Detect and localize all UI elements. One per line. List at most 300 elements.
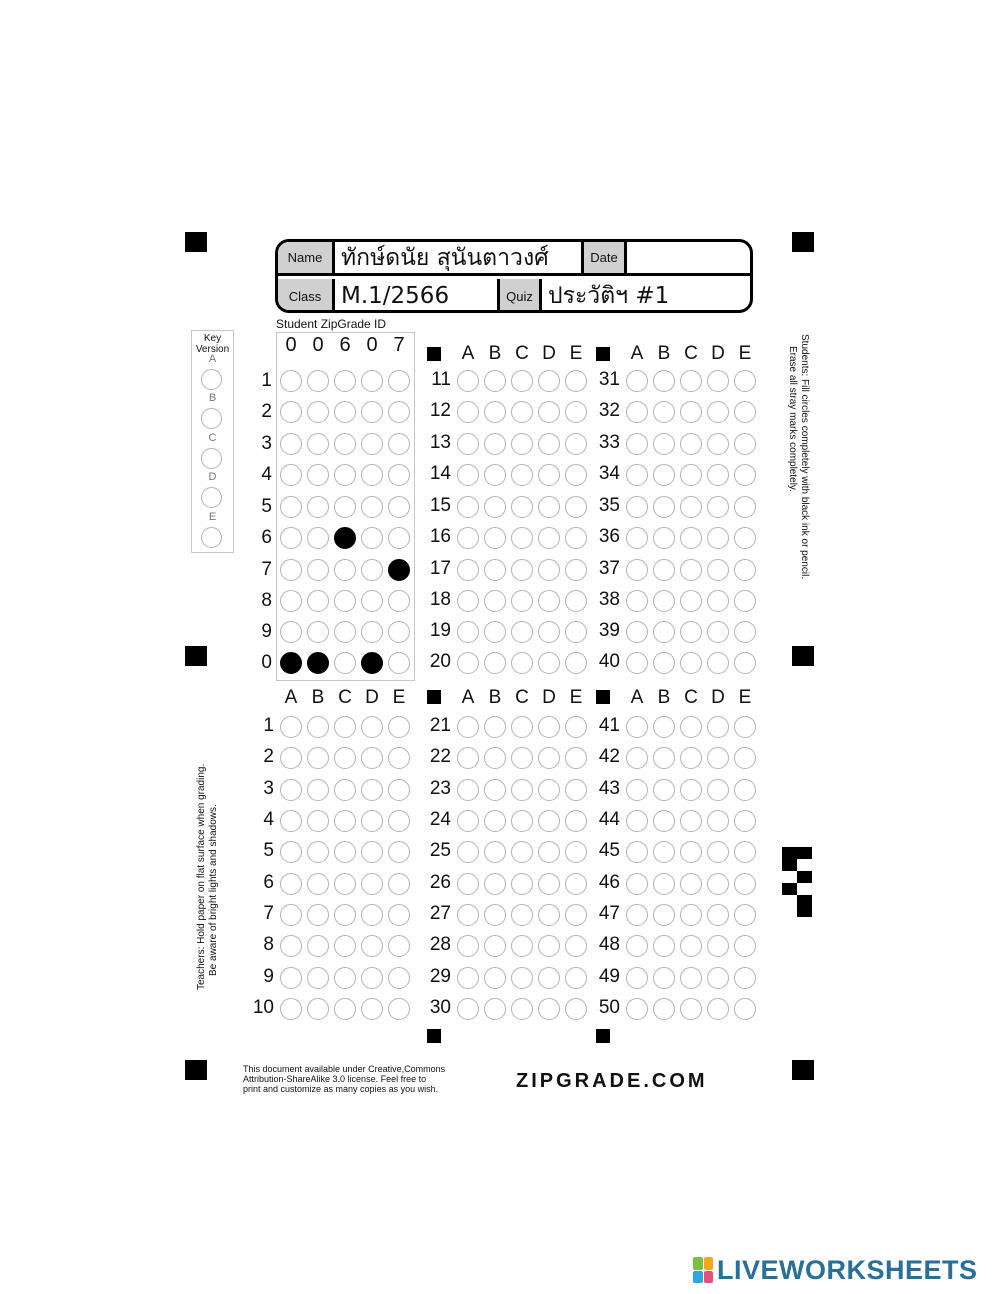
- id-bubble[interactable]: [280, 621, 302, 643]
- answer-bubble[interactable]: [307, 716, 329, 738]
- answer-bubble[interactable]: [734, 401, 756, 423]
- answer-bubble[interactable]: [484, 873, 506, 895]
- answer-bubble[interactable]: [680, 747, 702, 769]
- answer-bubble[interactable]: [565, 873, 587, 895]
- answer-bubble[interactable]: [361, 747, 383, 769]
- answer-bubble[interactable]: [734, 652, 756, 674]
- answer-bubble[interactable]: [457, 810, 479, 832]
- answer-bubble[interactable]: [565, 433, 587, 455]
- answer-bubble[interactable]: [511, 621, 533, 643]
- answer-bubble[interactable]: [565, 841, 587, 863]
- answer-bubble[interactable]: [307, 747, 329, 769]
- answer-bubble[interactable]: [626, 779, 648, 801]
- id-bubble[interactable]: [307, 559, 329, 581]
- id-bubble[interactable]: [388, 652, 410, 674]
- answer-bubble[interactable]: [734, 370, 756, 392]
- answer-bubble[interactable]: [334, 716, 356, 738]
- id-bubble[interactable]: [307, 621, 329, 643]
- answer-bubble[interactable]: [457, 464, 479, 486]
- answer-bubble[interactable]: [707, 904, 729, 926]
- answer-bubble[interactable]: [388, 810, 410, 832]
- answer-bubble[interactable]: [484, 810, 506, 832]
- id-bubble[interactable]: [307, 464, 329, 486]
- answer-bubble[interactable]: [680, 935, 702, 957]
- answer-bubble[interactable]: [734, 621, 756, 643]
- answer-bubble[interactable]: [280, 716, 302, 738]
- id-bubble[interactable]: [334, 401, 356, 423]
- answer-bubble[interactable]: [457, 621, 479, 643]
- id-bubble[interactable]: [307, 401, 329, 423]
- answer-bubble[interactable]: [334, 998, 356, 1020]
- answer-bubble[interactable]: [538, 433, 560, 455]
- answer-bubble[interactable]: [361, 935, 383, 957]
- answer-bubble[interactable]: [680, 464, 702, 486]
- id-bubble[interactable]: [280, 370, 302, 392]
- answer-bubble[interactable]: [361, 998, 383, 1020]
- answer-bubble[interactable]: [653, 401, 675, 423]
- answer-bubble[interactable]: [680, 433, 702, 455]
- answer-bubble[interactable]: [707, 464, 729, 486]
- answer-bubble[interactable]: [511, 810, 533, 832]
- answer-bubble[interactable]: [565, 464, 587, 486]
- answer-bubble[interactable]: [734, 464, 756, 486]
- id-bubble[interactable]: [388, 559, 410, 581]
- answer-bubble[interactable]: [734, 904, 756, 926]
- answer-bubble[interactable]: [680, 841, 702, 863]
- answer-bubble[interactable]: [484, 433, 506, 455]
- key-version-bubble[interactable]: [201, 369, 222, 390]
- answer-bubble[interactable]: [707, 935, 729, 957]
- answer-bubble[interactable]: [734, 810, 756, 832]
- answer-bubble[interactable]: [457, 841, 479, 863]
- answer-bubble[interactable]: [484, 464, 506, 486]
- id-bubble[interactable]: [280, 559, 302, 581]
- answer-bubble[interactable]: [280, 967, 302, 989]
- answer-bubble[interactable]: [653, 747, 675, 769]
- answer-bubble[interactable]: [707, 716, 729, 738]
- answer-bubble[interactable]: [334, 841, 356, 863]
- id-bubble[interactable]: [334, 652, 356, 674]
- id-bubble[interactable]: [280, 590, 302, 612]
- answer-bubble[interactable]: [626, 527, 648, 549]
- answer-bubble[interactable]: [457, 527, 479, 549]
- answer-bubble[interactable]: [707, 998, 729, 1020]
- answer-bubble[interactable]: [388, 904, 410, 926]
- answer-bubble[interactable]: [388, 841, 410, 863]
- answer-bubble[interactable]: [511, 779, 533, 801]
- id-bubble[interactable]: [361, 370, 383, 392]
- answer-bubble[interactable]: [565, 652, 587, 674]
- answer-bubble[interactable]: [334, 747, 356, 769]
- answer-bubble[interactable]: [511, 841, 533, 863]
- id-bubble[interactable]: [361, 496, 383, 518]
- answer-bubble[interactable]: [538, 370, 560, 392]
- answer-bubble[interactable]: [511, 559, 533, 581]
- id-bubble[interactable]: [334, 527, 356, 549]
- answer-bubble[interactable]: [538, 527, 560, 549]
- answer-bubble[interactable]: [734, 873, 756, 895]
- id-bubble[interactable]: [280, 496, 302, 518]
- answer-bubble[interactable]: [538, 841, 560, 863]
- answer-bubble[interactable]: [626, 652, 648, 674]
- answer-bubble[interactable]: [734, 527, 756, 549]
- quiz-field[interactable]: ประวัติฯ #1: [548, 283, 670, 309]
- answer-bubble[interactable]: [680, 779, 702, 801]
- answer-bubble[interactable]: [707, 527, 729, 549]
- answer-bubble[interactable]: [361, 810, 383, 832]
- answer-bubble[interactable]: [680, 590, 702, 612]
- answer-bubble[interactable]: [680, 559, 702, 581]
- answer-bubble[interactable]: [361, 716, 383, 738]
- id-bubble[interactable]: [361, 559, 383, 581]
- answer-bubble[interactable]: [626, 716, 648, 738]
- answer-bubble[interactable]: [538, 779, 560, 801]
- answer-bubble[interactable]: [388, 998, 410, 1020]
- answer-bubble[interactable]: [734, 935, 756, 957]
- answer-bubble[interactable]: [511, 904, 533, 926]
- answer-bubble[interactable]: [680, 527, 702, 549]
- answer-bubble[interactable]: [653, 590, 675, 612]
- answer-bubble[interactable]: [538, 747, 560, 769]
- key-version-bubble[interactable]: [201, 487, 222, 508]
- answer-bubble[interactable]: [565, 998, 587, 1020]
- id-bubble[interactable]: [388, 527, 410, 549]
- answer-bubble[interactable]: [680, 810, 702, 832]
- id-bubble[interactable]: [388, 496, 410, 518]
- answer-bubble[interactable]: [457, 590, 479, 612]
- answer-bubble[interactable]: [511, 716, 533, 738]
- id-bubble[interactable]: [334, 370, 356, 392]
- answer-bubble[interactable]: [388, 935, 410, 957]
- answer-bubble[interactable]: [653, 904, 675, 926]
- answer-bubble[interactable]: [280, 904, 302, 926]
- id-bubble[interactable]: [307, 496, 329, 518]
- answer-bubble[interactable]: [511, 935, 533, 957]
- answer-bubble[interactable]: [484, 590, 506, 612]
- answer-bubble[interactable]: [626, 873, 648, 895]
- key-version-bubble[interactable]: [201, 448, 222, 469]
- answer-bubble[interactable]: [457, 873, 479, 895]
- id-bubble[interactable]: [388, 433, 410, 455]
- answer-bubble[interactable]: [484, 401, 506, 423]
- answer-bubble[interactable]: [626, 747, 648, 769]
- answer-bubble[interactable]: [457, 652, 479, 674]
- answer-bubble[interactable]: [707, 810, 729, 832]
- answer-bubble[interactable]: [653, 998, 675, 1020]
- answer-bubble[interactable]: [653, 559, 675, 581]
- answer-bubble[interactable]: [653, 433, 675, 455]
- answer-bubble[interactable]: [457, 401, 479, 423]
- answer-bubble[interactable]: [484, 967, 506, 989]
- answer-bubble[interactable]: [457, 747, 479, 769]
- answer-bubble[interactable]: [680, 652, 702, 674]
- answer-bubble[interactable]: [734, 747, 756, 769]
- answer-bubble[interactable]: [457, 433, 479, 455]
- answer-bubble[interactable]: [280, 779, 302, 801]
- answer-bubble[interactable]: [565, 401, 587, 423]
- answer-bubble[interactable]: [484, 841, 506, 863]
- answer-bubble[interactable]: [565, 496, 587, 518]
- answer-bubble[interactable]: [565, 621, 587, 643]
- answer-bubble[interactable]: [653, 527, 675, 549]
- answer-bubble[interactable]: [388, 873, 410, 895]
- answer-bubble[interactable]: [538, 810, 560, 832]
- answer-bubble[interactable]: [361, 967, 383, 989]
- answer-bubble[interactable]: [307, 935, 329, 957]
- answer-bubble[interactable]: [734, 841, 756, 863]
- answer-bubble[interactable]: [680, 873, 702, 895]
- answer-bubble[interactable]: [626, 496, 648, 518]
- answer-bubble[interactable]: [653, 496, 675, 518]
- id-bubble[interactable]: [388, 401, 410, 423]
- id-bubble[interactable]: [280, 401, 302, 423]
- answer-bubble[interactable]: [361, 841, 383, 863]
- answer-bubble[interactable]: [307, 779, 329, 801]
- answer-bubble[interactable]: [457, 967, 479, 989]
- id-bubble[interactable]: [361, 464, 383, 486]
- answer-bubble[interactable]: [457, 935, 479, 957]
- answer-bubble[interactable]: [653, 841, 675, 863]
- answer-bubble[interactable]: [307, 904, 329, 926]
- answer-bubble[interactable]: [334, 810, 356, 832]
- answer-bubble[interactable]: [680, 998, 702, 1020]
- id-bubble[interactable]: [307, 527, 329, 549]
- answer-bubble[interactable]: [457, 716, 479, 738]
- answer-bubble[interactable]: [626, 559, 648, 581]
- answer-bubble[interactable]: [565, 370, 587, 392]
- answer-bubble[interactable]: [565, 967, 587, 989]
- answer-bubble[interactable]: [388, 779, 410, 801]
- class-field[interactable]: M.1/2566: [341, 283, 450, 309]
- answer-bubble[interactable]: [538, 998, 560, 1020]
- answer-bubble[interactable]: [484, 496, 506, 518]
- answer-bubble[interactable]: [626, 904, 648, 926]
- answer-bubble[interactable]: [565, 527, 587, 549]
- answer-bubble[interactable]: [280, 873, 302, 895]
- answer-bubble[interactable]: [538, 935, 560, 957]
- answer-bubble[interactable]: [680, 967, 702, 989]
- answer-bubble[interactable]: [653, 370, 675, 392]
- answer-bubble[interactable]: [680, 496, 702, 518]
- answer-bubble[interactable]: [538, 716, 560, 738]
- answer-bubble[interactable]: [307, 998, 329, 1020]
- answer-bubble[interactable]: [511, 652, 533, 674]
- answer-bubble[interactable]: [511, 496, 533, 518]
- answer-bubble[interactable]: [626, 935, 648, 957]
- answer-bubble[interactable]: [511, 464, 533, 486]
- id-bubble[interactable]: [334, 464, 356, 486]
- answer-bubble[interactable]: [680, 401, 702, 423]
- answer-bubble[interactable]: [457, 496, 479, 518]
- id-bubble[interactable]: [361, 590, 383, 612]
- answer-bubble[interactable]: [307, 841, 329, 863]
- answer-bubble[interactable]: [484, 559, 506, 581]
- id-bubble[interactable]: [280, 527, 302, 549]
- answer-bubble[interactable]: [457, 904, 479, 926]
- answer-bubble[interactable]: [653, 873, 675, 895]
- key-version-bubble[interactable]: [201, 408, 222, 429]
- answer-bubble[interactable]: [707, 370, 729, 392]
- answer-bubble[interactable]: [511, 590, 533, 612]
- answer-bubble[interactable]: [707, 496, 729, 518]
- answer-bubble[interactable]: [484, 779, 506, 801]
- answer-bubble[interactable]: [307, 810, 329, 832]
- answer-bubble[interactable]: [707, 559, 729, 581]
- answer-bubble[interactable]: [511, 747, 533, 769]
- answer-bubble[interactable]: [707, 779, 729, 801]
- id-bubble[interactable]: [334, 496, 356, 518]
- id-bubble[interactable]: [307, 652, 329, 674]
- answer-bubble[interactable]: [626, 810, 648, 832]
- answer-bubble[interactable]: [565, 716, 587, 738]
- id-bubble[interactable]: [334, 590, 356, 612]
- answer-bubble[interactable]: [565, 904, 587, 926]
- answer-bubble[interactable]: [538, 967, 560, 989]
- id-bubble[interactable]: [361, 621, 383, 643]
- answer-bubble[interactable]: [388, 716, 410, 738]
- answer-bubble[interactable]: [484, 652, 506, 674]
- answer-bubble[interactable]: [734, 779, 756, 801]
- answer-bubble[interactable]: [707, 747, 729, 769]
- answer-bubble[interactable]: [484, 998, 506, 1020]
- answer-bubble[interactable]: [707, 621, 729, 643]
- date-field[interactable]: [627, 242, 747, 273]
- id-bubble[interactable]: [334, 621, 356, 643]
- answer-bubble[interactable]: [707, 401, 729, 423]
- answer-bubble[interactable]: [653, 716, 675, 738]
- answer-bubble[interactable]: [361, 904, 383, 926]
- id-bubble[interactable]: [334, 559, 356, 581]
- answer-bubble[interactable]: [653, 935, 675, 957]
- answer-bubble[interactable]: [626, 621, 648, 643]
- answer-bubble[interactable]: [484, 904, 506, 926]
- answer-bubble[interactable]: [484, 527, 506, 549]
- id-bubble[interactable]: [361, 652, 383, 674]
- answer-bubble[interactable]: [388, 747, 410, 769]
- answer-bubble[interactable]: [626, 967, 648, 989]
- answer-bubble[interactable]: [734, 716, 756, 738]
- answer-bubble[interactable]: [484, 935, 506, 957]
- answer-bubble[interactable]: [457, 779, 479, 801]
- answer-bubble[interactable]: [511, 433, 533, 455]
- answer-bubble[interactable]: [653, 621, 675, 643]
- answer-bubble[interactable]: [734, 559, 756, 581]
- answer-bubble[interactable]: [511, 967, 533, 989]
- answer-bubble[interactable]: [361, 873, 383, 895]
- id-bubble[interactable]: [280, 464, 302, 486]
- answer-bubble[interactable]: [653, 810, 675, 832]
- answer-bubble[interactable]: [361, 779, 383, 801]
- id-bubble[interactable]: [334, 433, 356, 455]
- answer-bubble[interactable]: [626, 433, 648, 455]
- answer-bubble[interactable]: [334, 873, 356, 895]
- answer-bubble[interactable]: [538, 464, 560, 486]
- answer-bubble[interactable]: [484, 747, 506, 769]
- answer-bubble[interactable]: [457, 559, 479, 581]
- answer-bubble[interactable]: [307, 873, 329, 895]
- answer-bubble[interactable]: [280, 998, 302, 1020]
- answer-bubble[interactable]: [707, 967, 729, 989]
- answer-bubble[interactable]: [680, 716, 702, 738]
- answer-bubble[interactable]: [334, 904, 356, 926]
- answer-bubble[interactable]: [680, 904, 702, 926]
- answer-bubble[interactable]: [538, 590, 560, 612]
- id-bubble[interactable]: [361, 527, 383, 549]
- answer-bubble[interactable]: [626, 998, 648, 1020]
- answer-bubble[interactable]: [707, 841, 729, 863]
- answer-bubble[interactable]: [565, 935, 587, 957]
- answer-bubble[interactable]: [334, 967, 356, 989]
- answer-bubble[interactable]: [457, 998, 479, 1020]
- answer-bubble[interactable]: [511, 370, 533, 392]
- answer-bubble[interactable]: [565, 559, 587, 581]
- answer-bubble[interactable]: [280, 935, 302, 957]
- answer-bubble[interactable]: [565, 779, 587, 801]
- id-bubble[interactable]: [361, 401, 383, 423]
- answer-bubble[interactable]: [626, 370, 648, 392]
- id-bubble[interactable]: [307, 370, 329, 392]
- answer-bubble[interactable]: [565, 747, 587, 769]
- answer-bubble[interactable]: [565, 810, 587, 832]
- id-bubble[interactable]: [280, 433, 302, 455]
- answer-bubble[interactable]: [626, 590, 648, 612]
- answer-bubble[interactable]: [707, 590, 729, 612]
- answer-bubble[interactable]: [653, 652, 675, 674]
- answer-bubble[interactable]: [538, 904, 560, 926]
- answer-bubble[interactable]: [538, 401, 560, 423]
- id-bubble[interactable]: [361, 433, 383, 455]
- answer-bubble[interactable]: [334, 935, 356, 957]
- answer-bubble[interactable]: [707, 873, 729, 895]
- answer-bubble[interactable]: [484, 716, 506, 738]
- answer-bubble[interactable]: [734, 590, 756, 612]
- answer-bubble[interactable]: [334, 779, 356, 801]
- answer-bubble[interactable]: [511, 873, 533, 895]
- answer-bubble[interactable]: [734, 967, 756, 989]
- answer-bubble[interactable]: [538, 652, 560, 674]
- answer-bubble[interactable]: [626, 401, 648, 423]
- answer-bubble[interactable]: [511, 401, 533, 423]
- answer-bubble[interactable]: [484, 370, 506, 392]
- answer-bubble[interactable]: [680, 621, 702, 643]
- answer-bubble[interactable]: [280, 841, 302, 863]
- answer-bubble[interactable]: [707, 433, 729, 455]
- id-bubble[interactable]: [388, 464, 410, 486]
- id-bubble[interactable]: [388, 370, 410, 392]
- answer-bubble[interactable]: [538, 873, 560, 895]
- answer-bubble[interactable]: [734, 433, 756, 455]
- answer-bubble[interactable]: [511, 998, 533, 1020]
- answer-bubble[interactable]: [484, 621, 506, 643]
- answer-bubble[interactable]: [280, 810, 302, 832]
- answer-bubble[interactable]: [653, 779, 675, 801]
- name-field[interactable]: ทักษ์ดนัย สุนันตาวงศ์: [341, 244, 549, 271]
- answer-bubble[interactable]: [307, 967, 329, 989]
- answer-bubble[interactable]: [734, 496, 756, 518]
- answer-bubble[interactable]: [388, 967, 410, 989]
- answer-bubble[interactable]: [511, 527, 533, 549]
- answer-bubble[interactable]: [538, 496, 560, 518]
- id-bubble[interactable]: [388, 590, 410, 612]
- answer-bubble[interactable]: [626, 464, 648, 486]
- answer-bubble[interactable]: [707, 652, 729, 674]
- id-bubble[interactable]: [307, 590, 329, 612]
- id-bubble[interactable]: [280, 652, 302, 674]
- answer-bubble[interactable]: [680, 370, 702, 392]
- id-bubble[interactable]: [388, 621, 410, 643]
- answer-bubble[interactable]: [653, 464, 675, 486]
- answer-bubble[interactable]: [565, 590, 587, 612]
